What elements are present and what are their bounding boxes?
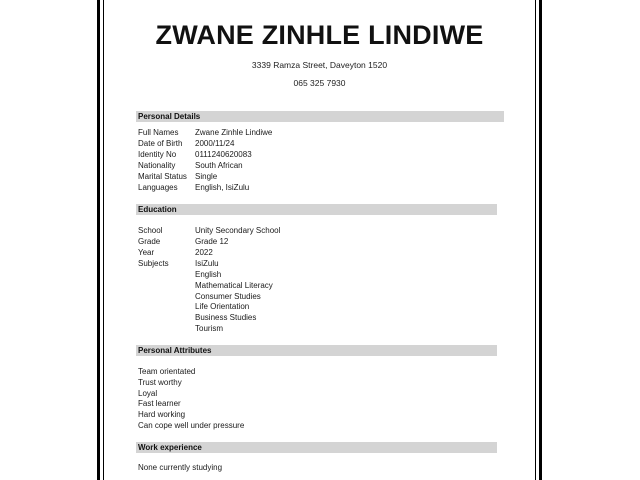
subject-item: Business Studies	[195, 313, 257, 322]
subject-item: English	[195, 270, 222, 279]
section-education	[136, 204, 497, 215]
detail-value: Single	[195, 172, 218, 181]
detail-value: Zwane Zinhle Lindiwe	[195, 128, 273, 137]
detail-value: South African	[195, 161, 243, 170]
attribute-item: Fast learner	[138, 399, 181, 408]
detail-value: 2000/11/24	[195, 139, 235, 148]
detail-label: Nationality	[138, 161, 176, 170]
subject-item: Mathematical Literacy	[195, 281, 273, 290]
page-border-left-thin	[103, 0, 104, 480]
cv-name-title: ZWANE ZINHLE LINDIWE	[155, 20, 484, 50]
page-border-right-thin	[535, 0, 536, 480]
attribute-item: Hard working	[138, 410, 186, 419]
attribute-item: Trust worthy	[138, 378, 182, 387]
page-border-left-thick	[97, 0, 100, 480]
section-heading: Personal Attributes	[138, 346, 212, 355]
page-border-right-thick	[539, 0, 542, 480]
subject-item: Life Orientation	[195, 302, 250, 311]
detail-value: English, IsiZulu	[195, 183, 250, 192]
attribute-item: Team orientated	[138, 367, 196, 376]
education-value: 2022	[195, 248, 213, 257]
section-work-experience	[136, 442, 497, 453]
education-label: Grade	[138, 237, 161, 246]
education-value: Grade 12	[195, 237, 229, 246]
section-personal-details	[136, 111, 504, 122]
subject-item: Tourism	[195, 324, 224, 333]
education-value: IsiZulu	[195, 259, 219, 268]
education-label: Subjects	[138, 259, 169, 268]
subject-item: Consumer Studies	[195, 292, 261, 301]
detail-label: Languages	[138, 183, 178, 192]
attribute-item: Can cope well under pressure	[138, 421, 245, 430]
section-heading: Personal Details	[138, 112, 201, 121]
attribute-item: Loyal	[138, 389, 158, 398]
education-label: School	[138, 226, 163, 235]
section-heading: Work experience	[138, 443, 202, 452]
detail-label: Date of Birth	[138, 139, 183, 148]
section-heading: Education	[138, 205, 177, 214]
work-experience-text: None currently studying	[138, 463, 223, 472]
education-value: Unity Secondary School	[195, 226, 281, 235]
detail-label: Full Names	[138, 128, 179, 137]
education-label: Year	[138, 248, 155, 257]
detail-value: 0111240620083	[195, 150, 252, 159]
address-line: 3339 Ramza Street, Daveyton 1520	[251, 60, 388, 70]
detail-label: Identity No	[138, 150, 177, 159]
detail-label: Marital Status	[138, 172, 187, 181]
phone-line: 065 325 7930	[293, 78, 346, 88]
section-personal-attributes	[136, 345, 497, 356]
